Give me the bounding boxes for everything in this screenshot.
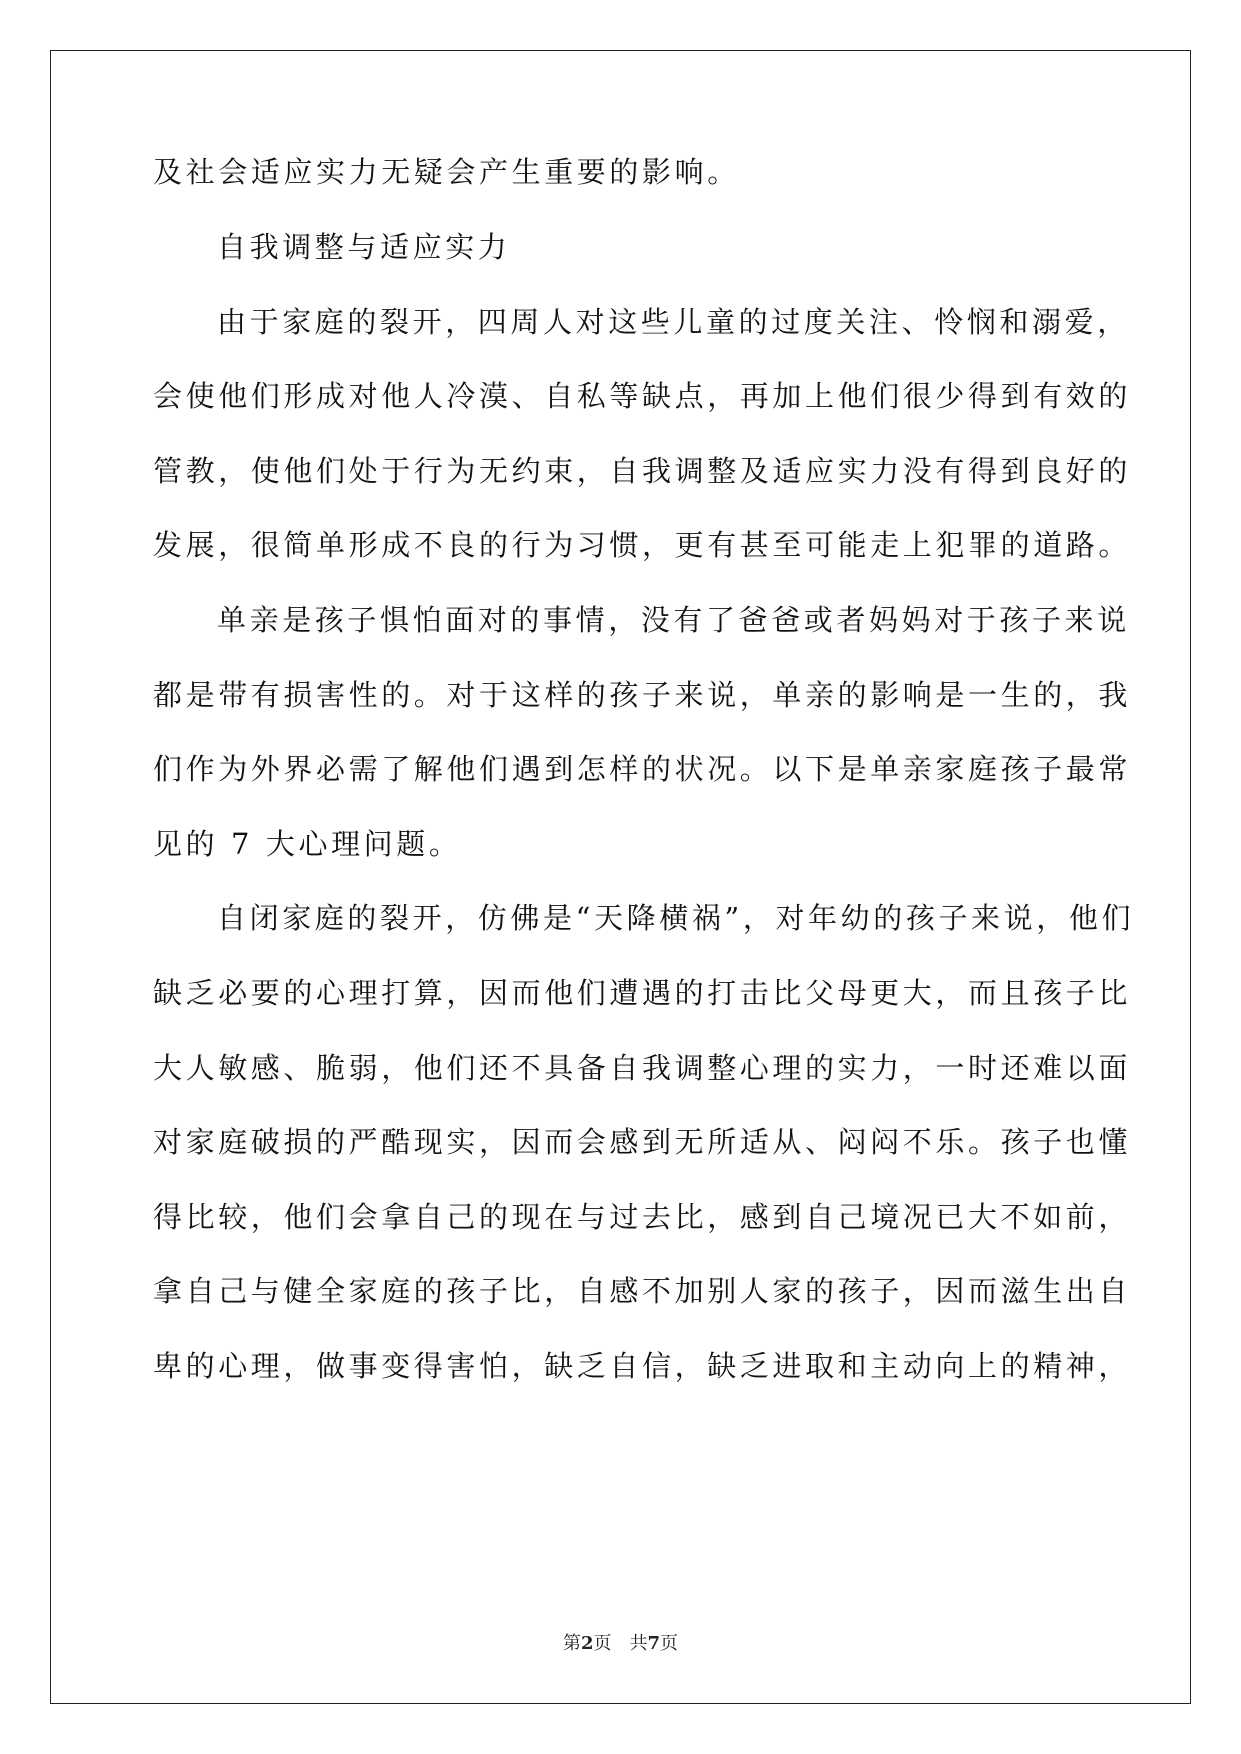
text-line: 单亲是孩子惧怕面对的事情，没有了爸爸或者妈妈对于孩子来说 — [217, 603, 1130, 637]
text-line: 及社会适应实力无疑会产生重要的影响。 — [153, 155, 740, 189]
footer-total-prefix: 共 — [629, 1633, 648, 1654]
text-line: 们作为外界必需了解他们遇到怎样的状况。以下是单亲家庭孩子最常 — [153, 752, 1132, 786]
footer-prefix: 第 — [562, 1633, 581, 1654]
text-line: 大人敏感、脆弱，他们还不具备自我调整心理的实力，一时还难以面 — [153, 1051, 1132, 1085]
section-heading: 自我调整与适应实力 — [217, 230, 511, 264]
text-line: 缺乏必要的心理打算，因而他们遭遇的打击比父母更大，而且孩子比 — [153, 976, 1132, 1010]
text-line: 管教，使他们处于行为无约束，自我调整及适应实力没有得到良好的 — [153, 454, 1132, 488]
text-line: 都是带有损害性的。对于这样的孩子来说，单亲的影响是一生的，我 — [153, 678, 1132, 712]
footer-page-suffix: 页 — [593, 1633, 612, 1654]
text-line: 自闭家庭的裂开，仿佛是“天降横祸”，对年幼的孩子来说，他们 — [217, 901, 1135, 935]
text-line: 会使他们形成对他人冷漠、自私等缺点，再加上他们很少得到有效的 — [153, 379, 1132, 413]
text-line: 拿自己与健全家庭的孩子比，自感不加别人家的孩子，因而滋生出自 — [153, 1274, 1132, 1308]
text-line: 由于家庭的裂开，四周人对这些儿童的过度关注、怜悯和溺爱， — [217, 305, 1130, 339]
text-line: 卑的心理，做事变得害怕，缺乏自信，缺乏进取和主动向上的精神， — [153, 1349, 1132, 1383]
text-line: 对家庭破损的严酷现实，因而会感到无所适从、闷闷不乐。孩子也懂 — [153, 1125, 1132, 1159]
text-line: 发展，很简单形成不良的行为习惯，更有甚至可能走上犯罪的道路。 — [153, 528, 1132, 562]
page-border — [50, 50, 1191, 1704]
total-pages-number: 7 — [647, 1633, 661, 1654]
footer-total-suffix: 页 — [660, 1633, 679, 1654]
text-line: 得比较，他们会拿自己的现在与过去比，感到自己境况已大不如前， — [153, 1200, 1132, 1234]
text-line: 见的 7 大心理问题。 — [153, 827, 462, 861]
page-footer — [0, 1632, 1241, 1656]
current-page-number: 2 — [580, 1633, 594, 1654]
